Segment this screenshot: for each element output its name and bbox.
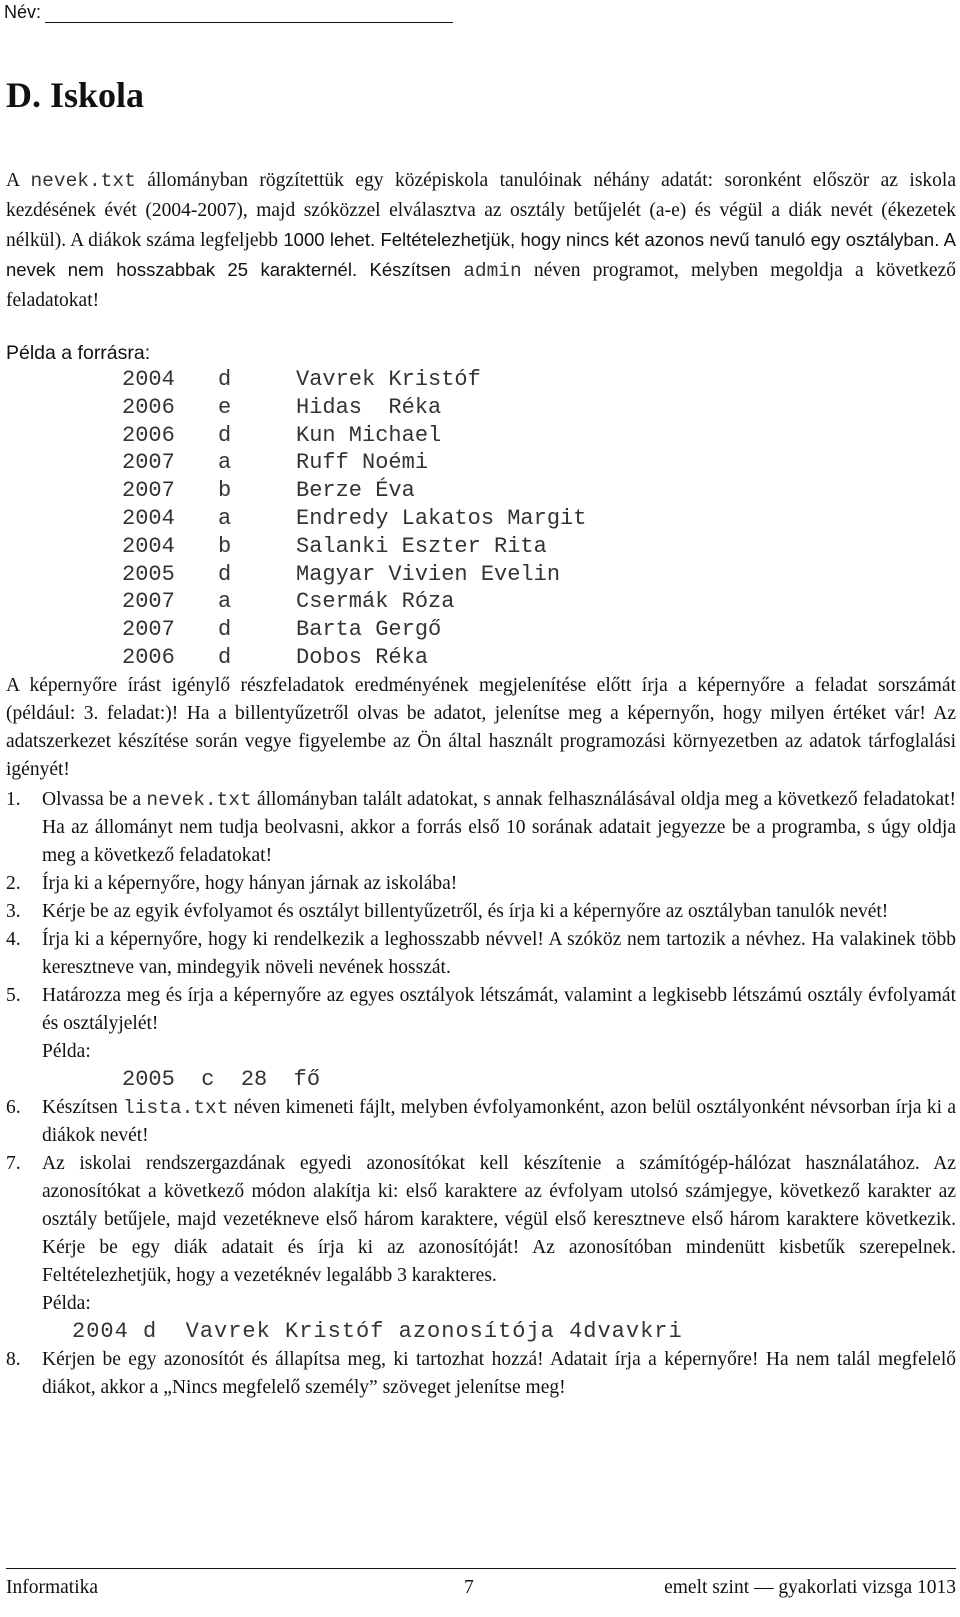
- sample-row: [122, 449, 586, 477]
- sample-class: a: [218, 505, 232, 531]
- sample-class: d: [218, 561, 232, 587]
- task-number: 8.: [6, 1349, 21, 1370]
- sample-name: Berze Éva: [296, 478, 415, 504]
- task-text: Határozza meg és írja a képernyőre az egyes osztályok létszámát, valamint a legkisebb létszámú osztály évfolyamát és osztályjelét!: [42, 985, 956, 1034]
- task-number: 2.: [6, 873, 21, 894]
- task-number: 7.: [6, 1153, 21, 1174]
- sample-row: [122, 644, 586, 672]
- sample-row: [122, 366, 586, 394]
- sample-class: b: [218, 478, 232, 504]
- sample-row: [122, 616, 586, 644]
- task-4: [6, 926, 956, 982]
- task-text: Az iskolai rendszergazdának egyedi azonosítókat kell készítenie a számítógép-hálózat használatához. Az azonosítókat a következő módon alakítja ki: első karaktere az évfolyam utolsó számjegye, következő karakter az osztály betűjele, majd vezetékneve első három karaktere, végül első keresztneve első három karaktere következik. Kérje be egy diák adatait és írja ki az azonosítóját! Az azonosítóban mindenütt kisbetűk szerepelnek. Feltételezhetjük, hogy a vezetéknév legalább 3 karakteres.: [42, 1153, 956, 1286]
- sample-row: [122, 505, 586, 533]
- task-filename: lista.txt: [123, 1097, 229, 1119]
- sample-year: 2006: [122, 644, 175, 670]
- sample-year: 2004: [122, 505, 175, 531]
- sample-year: 2004: [122, 533, 175, 559]
- sample-class: a: [218, 450, 232, 476]
- sample-name: Dobos Réka: [296, 644, 429, 670]
- task-filename: nevek.txt: [146, 789, 252, 811]
- name-blank-line: [45, 4, 453, 23]
- footer-exam-info: emelt szint — gyakorlati vizsga 1013: [664, 1577, 956, 1598]
- sample-year: 2007: [122, 450, 175, 476]
- sample-year: 2007: [122, 478, 175, 504]
- task-8: [6, 1346, 956, 1402]
- sample-class: d: [218, 422, 232, 448]
- task-2: [6, 870, 956, 898]
- page-footer: [6, 1568, 956, 1598]
- task-text: Kérjen be egy azonosítót és állapítsa meg, ki tartozhat hozzá! Adatait írja a képernyőre! Ha nem talál megfelelő diákot, akkor a „Nincs megfelelő személy” szöveget jelenítse meg!: [42, 1349, 956, 1398]
- intro-text-c: 1000 lehet. Feltételezhetjük, hogy nincs két azonos nevű tanuló egy osztályban. A nevek nem hosszabbak 25 karakternél. Készítsen: [6, 229, 956, 280]
- sample-name: Csermák Róza: [296, 589, 455, 615]
- sample-row: [122, 533, 586, 561]
- sample-class: d: [218, 367, 232, 392]
- task-number: 3.: [6, 901, 21, 922]
- task-number: 4.: [6, 929, 21, 950]
- sample-row: [122, 394, 586, 422]
- task-7: [6, 1150, 956, 1346]
- sample-year: 2004: [122, 367, 175, 392]
- sample-name: Ruff Noémi: [296, 450, 429, 476]
- sample-class: d: [218, 617, 232, 643]
- intro-paragraph: [6, 166, 956, 315]
- sample-data-block: [122, 366, 586, 672]
- sample-year: 2005: [122, 561, 175, 587]
- sample-year: 2006: [122, 394, 175, 420]
- task-3: [6, 898, 956, 926]
- task-text: Olvassa be a: [42, 789, 147, 810]
- page-title: D. Iskola: [6, 75, 145, 115]
- sample-name: Endredy Lakatos Margit: [296, 505, 587, 531]
- sample-class: b: [218, 533, 232, 559]
- task-number: 5.: [6, 985, 21, 1006]
- footer-subject: Informatika: [6, 1577, 99, 1598]
- task-text: Kérje be az egyik évfolyamot és osztályt billentyűzetről, és írja ki a képernyőre az osztályban tanulók nevét!: [42, 901, 889, 922]
- task-5: [6, 982, 956, 1094]
- sample-class: d: [218, 644, 232, 670]
- input-filename: nevek.txt: [30, 170, 136, 192]
- sample-row: [122, 588, 586, 616]
- intro-text-a: A: [6, 170, 31, 191]
- task-text: állományban talált adatokat, s annak felhasználásával oldja meg a következő feladatokat! Ha az állományt nem tudja beolvasni, akkor a forrás első 10 sorának adatait jegyezze be a programba, s úgy oldja meg a következő feladatokat!: [42, 789, 956, 866]
- sample-year: 2007: [122, 589, 175, 615]
- task-number: 6.: [6, 1097, 21, 1118]
- name-field-row: [4, 2, 453, 23]
- instructions-paragraph: A képernyőre írást igénylő részfeladatok eredményének megjelenítése előtt írja a képernyőre a feladat sorszámát (például: 3. feladat:)! Ha a billentyűzetről olvas be adatot, jelenítse meg a képernyőn, hogy milyen értéket vár! Az adatszerkezet készítése során vegye figyelembe az Ön által használt programozási környezetben az adatok tárfoglalási igényét!: [6, 675, 956, 780]
- footer-page-number: 7: [464, 1577, 474, 1598]
- task-1: [6, 786, 956, 870]
- sample-class: e: [218, 394, 232, 420]
- sample-class: a: [218, 589, 232, 615]
- name-label: Név:: [4, 2, 42, 22]
- sample-row: [122, 477, 586, 505]
- task-list: [6, 786, 956, 1402]
- task-text: néven kimeneti fájlt, melyben évfolyamonként, azon belül osztályonként névsorban írja ki a diákok nevét!: [42, 1097, 957, 1146]
- intro-text-d: néven programot, melyben megoldja a következő feladatokat!: [6, 260, 956, 311]
- task-example-output: 2004 d Vavrek Kristóf azonosítója 4dvavkri: [72, 1319, 683, 1344]
- task-example-label: Példa:: [42, 1041, 91, 1062]
- task-number: 1.: [6, 789, 21, 810]
- sample-name: Magyar Vivien Evelin: [296, 561, 561, 587]
- sample-year: 2006: [122, 422, 175, 448]
- task-text: Készítsen: [42, 1097, 124, 1118]
- task-example-output: 2005 c 28 fő: [122, 1067, 321, 1092]
- sample-name: Vavrek Kristóf: [296, 367, 481, 392]
- task-text: Írja ki a képernyőre, hogy ki rendelkezik a leghosszabb névvel! A szóköz nem tartozik a névhez. Ha valakinek több keresztneve van, mindegyik növeli nevének hosszát.: [42, 929, 956, 978]
- example-label: Példa a forrásra:: [6, 342, 151, 364]
- sample-row: [122, 422, 586, 450]
- sample-name: Salanki Eszter Rita: [296, 533, 547, 559]
- intro-text-b: állományban rögzítettük egy középiskola tanulóinak néhány adatát: soronként először az iskola kezdésének évét (2004-2007), majd szóközzel elválasztva az osztály betűjelét (a-e) és végül a diák nevét (ékezetek nélkül). A diákok száma legfeljebb: [6, 170, 956, 251]
- program-name: admin: [463, 260, 522, 282]
- sample-row: [122, 561, 586, 589]
- task-6: [6, 1094, 956, 1150]
- sample-year: 2007: [122, 617, 175, 643]
- task-example-label: Példa:: [42, 1293, 91, 1314]
- task-text: Írja ki a képernyőre, hogy hányan járnak az iskolába!: [42, 873, 458, 894]
- sample-name: Kun Michael: [296, 422, 442, 448]
- sample-name: Barta Gergő: [296, 617, 442, 643]
- sample-name: Hidas Réka: [296, 394, 442, 420]
